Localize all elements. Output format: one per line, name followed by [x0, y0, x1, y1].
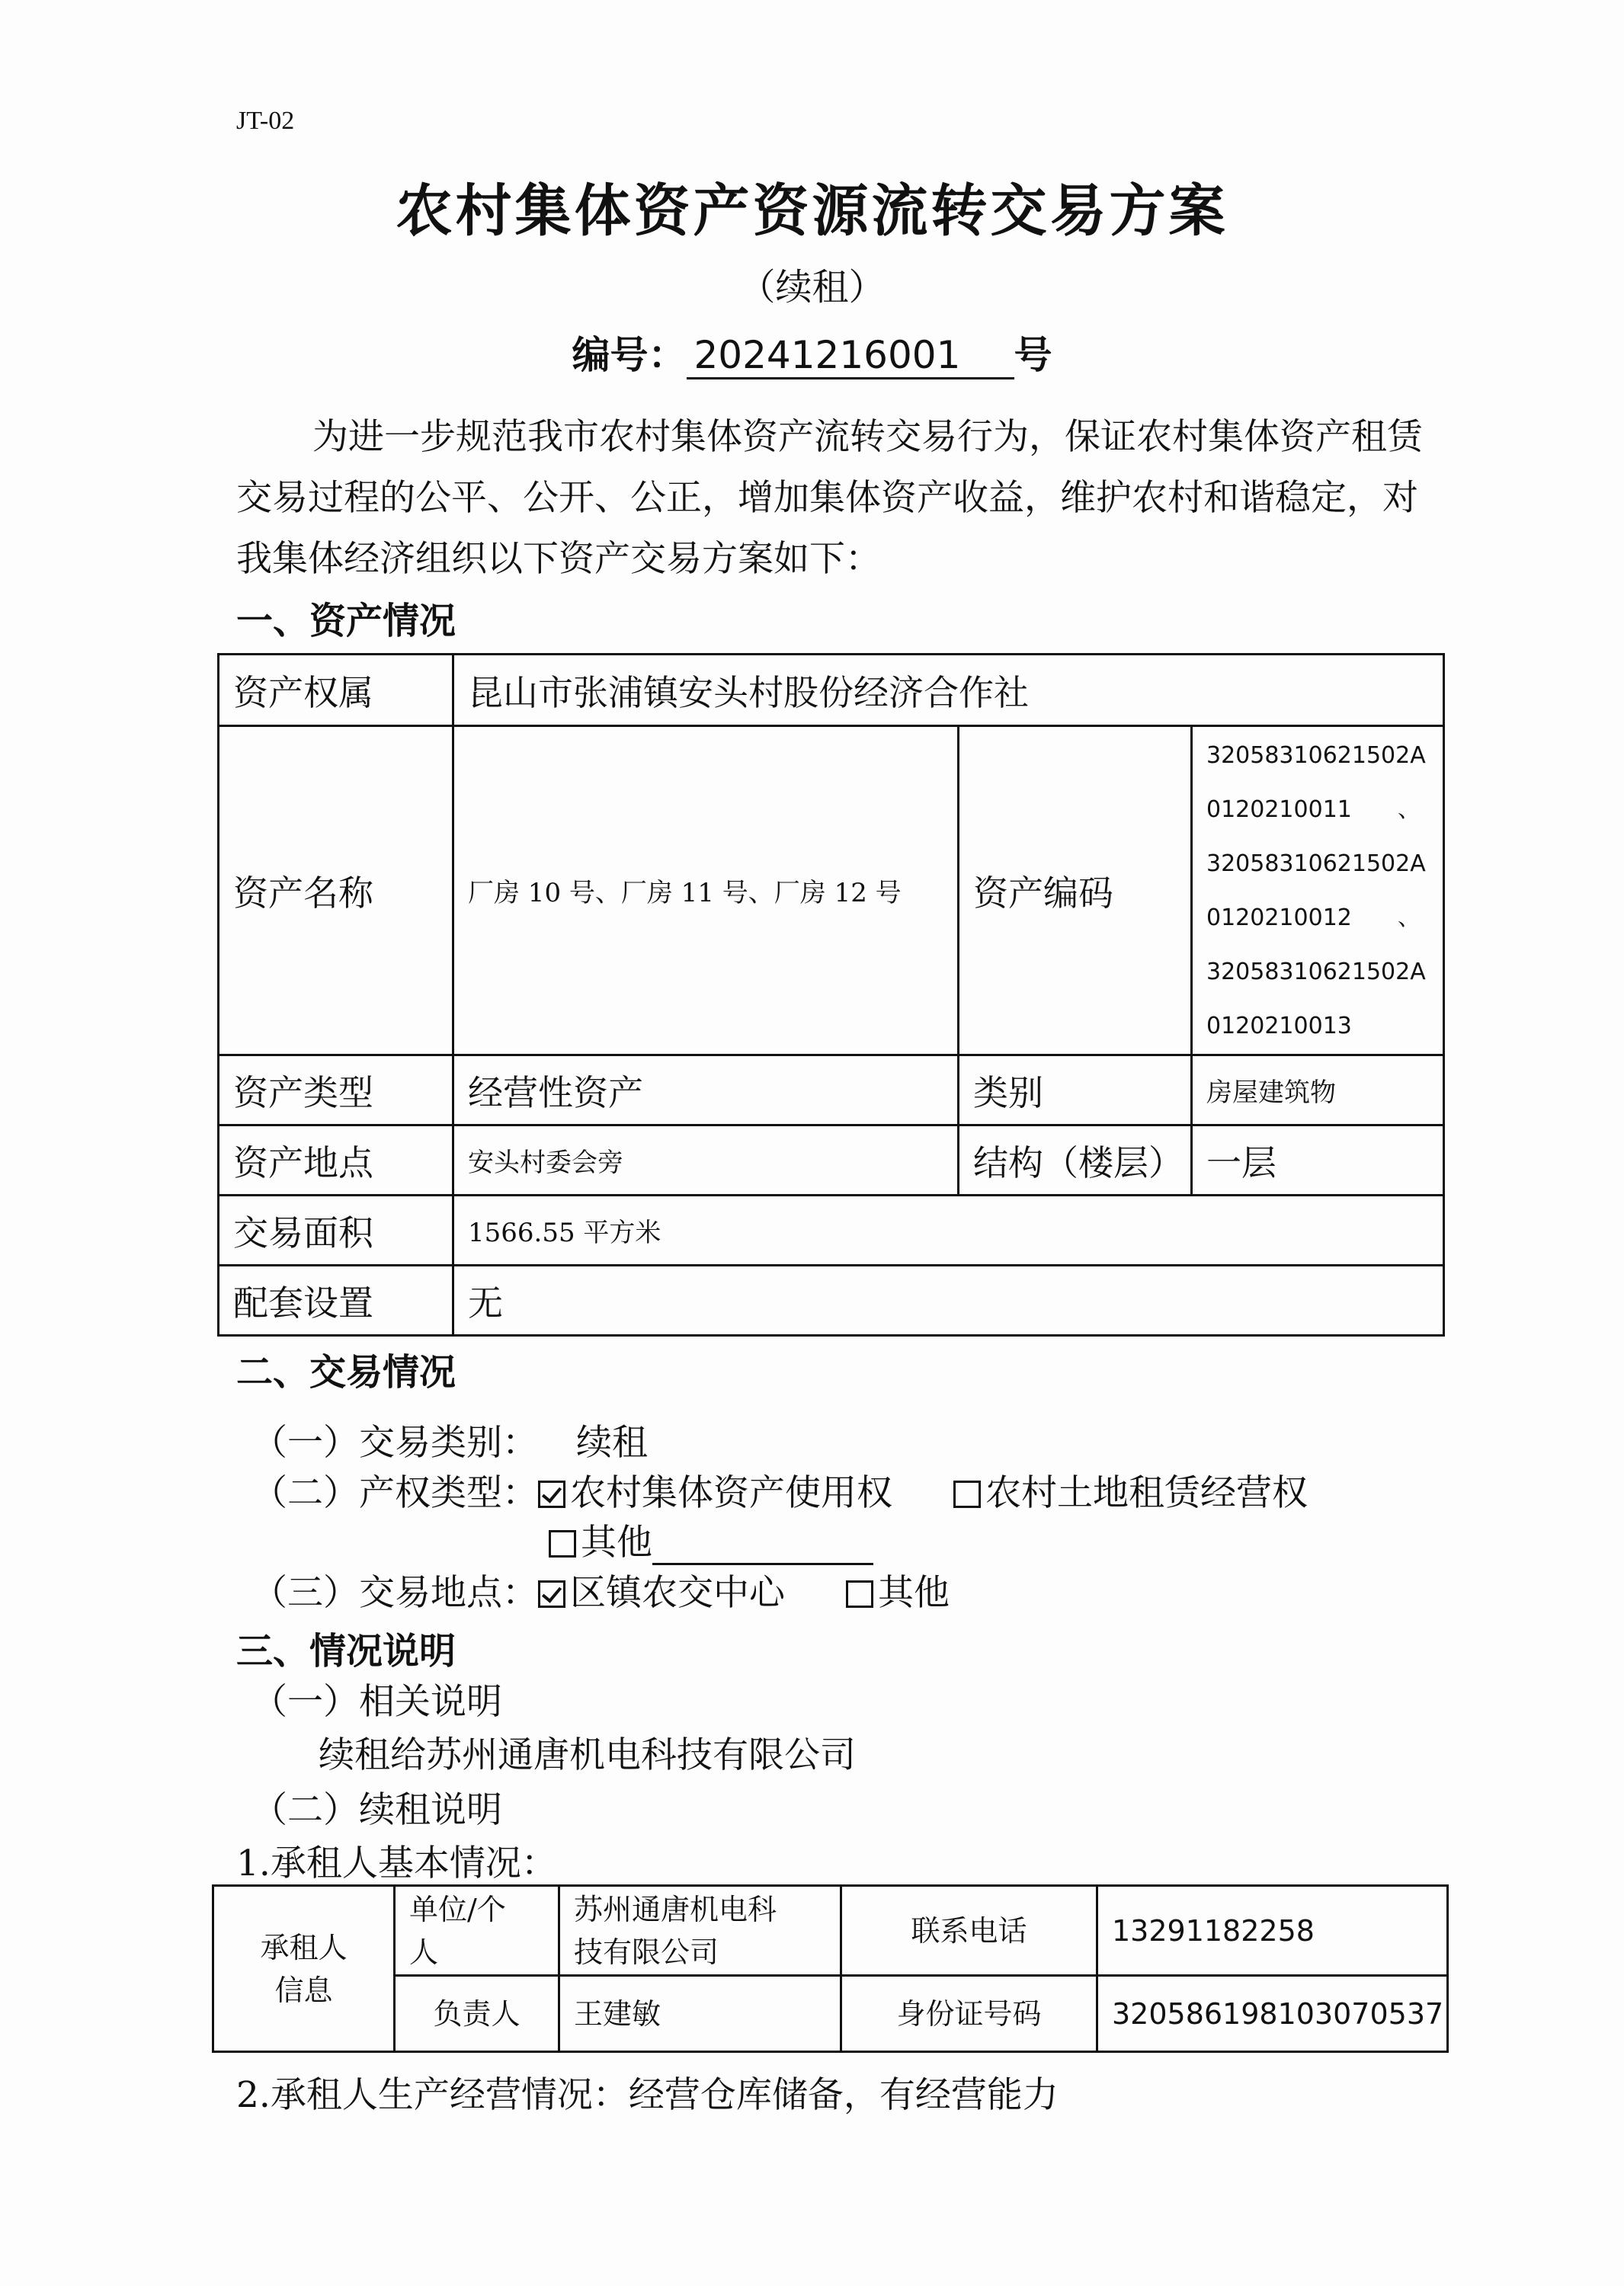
category-value: 房屋建筑物 — [1192, 1055, 1444, 1125]
lessee-info-label — [213, 1886, 395, 2052]
structure-label: 结构（楼层） — [959, 1125, 1192, 1196]
other-blank-line[interactable] — [652, 1532, 873, 1565]
lessee-operation-description: 2.承租人生产经营情况：经营仓库储备，有经营能力 — [236, 2074, 1059, 2116]
serial-number: 20241216001 — [687, 333, 1014, 379]
sub-heading-related: （一）相关说明 — [251, 1681, 502, 1723]
id-number-value: 320586198103070537 — [1097, 1976, 1448, 2052]
lessee-info-label-line: 承租人 — [260, 1930, 348, 1964]
sub-heading-renewal: （二）续租说明 — [251, 1789, 502, 1831]
ownership-label: 资产权属 — [219, 655, 453, 726]
table-row — [219, 1125, 1444, 1196]
document-subtitle: （续租） — [738, 266, 886, 309]
asset-type-value: 经营性资产 — [453, 1055, 959, 1125]
table-row — [219, 1055, 1444, 1125]
checkbox-empty-icon[interactable] — [846, 1580, 873, 1608]
asset-table — [217, 653, 1445, 1337]
category-label: 类别 — [959, 1055, 1192, 1125]
table-row — [213, 1886, 1448, 1976]
property-type-option: 农村土地租赁经营权 — [985, 1472, 1308, 1514]
asset-code-line: 0120210011 、 — [1206, 796, 1421, 823]
asset-code-line: 32058310621502A — [1206, 958, 1426, 985]
id-number-label: 身份证号码 — [841, 1976, 1097, 2052]
trade-area-label: 交易面积 — [219, 1196, 453, 1266]
unit-value-line: 苏州通唐机电科 — [574, 1892, 777, 1926]
lessee-info-label-line: 信息 — [274, 1973, 333, 2007]
trade-type-value: 续租 — [576, 1422, 648, 1464]
person-in-charge-label: 负责人 — [395, 1976, 559, 2052]
lessee-info-table — [212, 1884, 1449, 2053]
unit-label — [395, 1886, 559, 1976]
document-code: JT-02 — [236, 107, 295, 135]
trade-place-option: 其他 — [878, 1572, 950, 1614]
unit-label-line: 人 — [409, 1935, 439, 1969]
trade-type-label: （一）交易类别： — [251, 1422, 538, 1464]
trade-place-label: （三）交易地点： — [251, 1572, 538, 1614]
intro-paragraph: 为进一步规范我市农村集体资产流转交易行为，保证农村集体资产租赁交易过程的公平、公开、公正，增加集体资产收益，维护农村和谐稳定，对我集体经济组织以下资产交易方案如下： — [236, 416, 1423, 580]
property-type-label: （二）产权类型： — [251, 1472, 538, 1514]
unit-value — [559, 1886, 841, 1976]
asset-code-value — [1192, 726, 1444, 1055]
asset-code-line: 32058310621502A — [1206, 850, 1426, 877]
serial-label: 编号： — [572, 332, 687, 377]
table-row — [219, 1266, 1444, 1336]
related-description: 续租给苏州通唐机电科技有限公司 — [319, 1734, 856, 1776]
table-row — [219, 726, 1444, 1055]
table-row — [219, 655, 1444, 726]
asset-location-value: 安头村委会旁 — [453, 1125, 959, 1196]
property-type-other-line — [549, 1514, 873, 1565]
structure-value: 一层 — [1192, 1125, 1444, 1196]
asset-type-label: 资产类型 — [219, 1055, 453, 1125]
phone-label: 联系电话 — [841, 1886, 1097, 1976]
trade-place-line — [251, 1564, 950, 1615]
facility-value: 无 — [453, 1266, 1444, 1336]
lessee-basic-heading: 1.承租人基本情况： — [236, 1843, 557, 1884]
section3-heading: 三、情况说明 — [236, 1630, 456, 1673]
checkbox-empty-icon[interactable] — [549, 1530, 576, 1558]
asset-code-line: 32058310621502A — [1206, 741, 1426, 769]
asset-code-label: 资产编码 — [959, 726, 1192, 1055]
trade-place-option: 区镇农交中心 — [570, 1572, 785, 1614]
document-title: 农村集体资产资源流转交易方案 — [396, 178, 1228, 244]
serial-number-line — [0, 325, 1624, 379]
checkbox-checked-icon[interactable] — [538, 1580, 565, 1608]
unit-label-line: 单位/个 — [409, 1892, 506, 1926]
asset-code-line: 0120210013 — [1206, 1012, 1352, 1039]
trade-type-line — [251, 1414, 648, 1465]
phone-value: 13291182258 — [1097, 1886, 1448, 1976]
asset-code-line: 0120210012 、 — [1206, 904, 1421, 931]
checkbox-empty-icon[interactable] — [953, 1481, 981, 1508]
ownership-value: 昆山市张浦镇安头村股份经济合作社 — [453, 655, 1444, 726]
asset-name-label: 资产名称 — [219, 726, 453, 1055]
table-row — [219, 1196, 1444, 1266]
property-type-line — [251, 1465, 1308, 1516]
serial-suffix: 号 — [1014, 332, 1052, 377]
unit-value-line: 技有限公司 — [574, 1935, 719, 1969]
checkbox-checked-icon[interactable] — [538, 1481, 565, 1508]
property-type-option: 其他 — [581, 1522, 652, 1564]
asset-name-value: 厂房 10 号、厂房 11 号、厂房 12 号 — [453, 726, 959, 1055]
asset-location-label: 资产地点 — [219, 1125, 453, 1196]
section1-heading: 一、资产情况 — [236, 600, 456, 642]
property-type-option: 农村集体资产使用权 — [570, 1472, 892, 1514]
trade-area-value: 1566.55 平方米 — [453, 1196, 1444, 1266]
section2-heading: 二、交易情况 — [236, 1351, 456, 1394]
table-row — [213, 1976, 1448, 2052]
facility-label: 配套设置 — [219, 1266, 453, 1336]
person-in-charge-value: 王建敏 — [559, 1976, 841, 2052]
